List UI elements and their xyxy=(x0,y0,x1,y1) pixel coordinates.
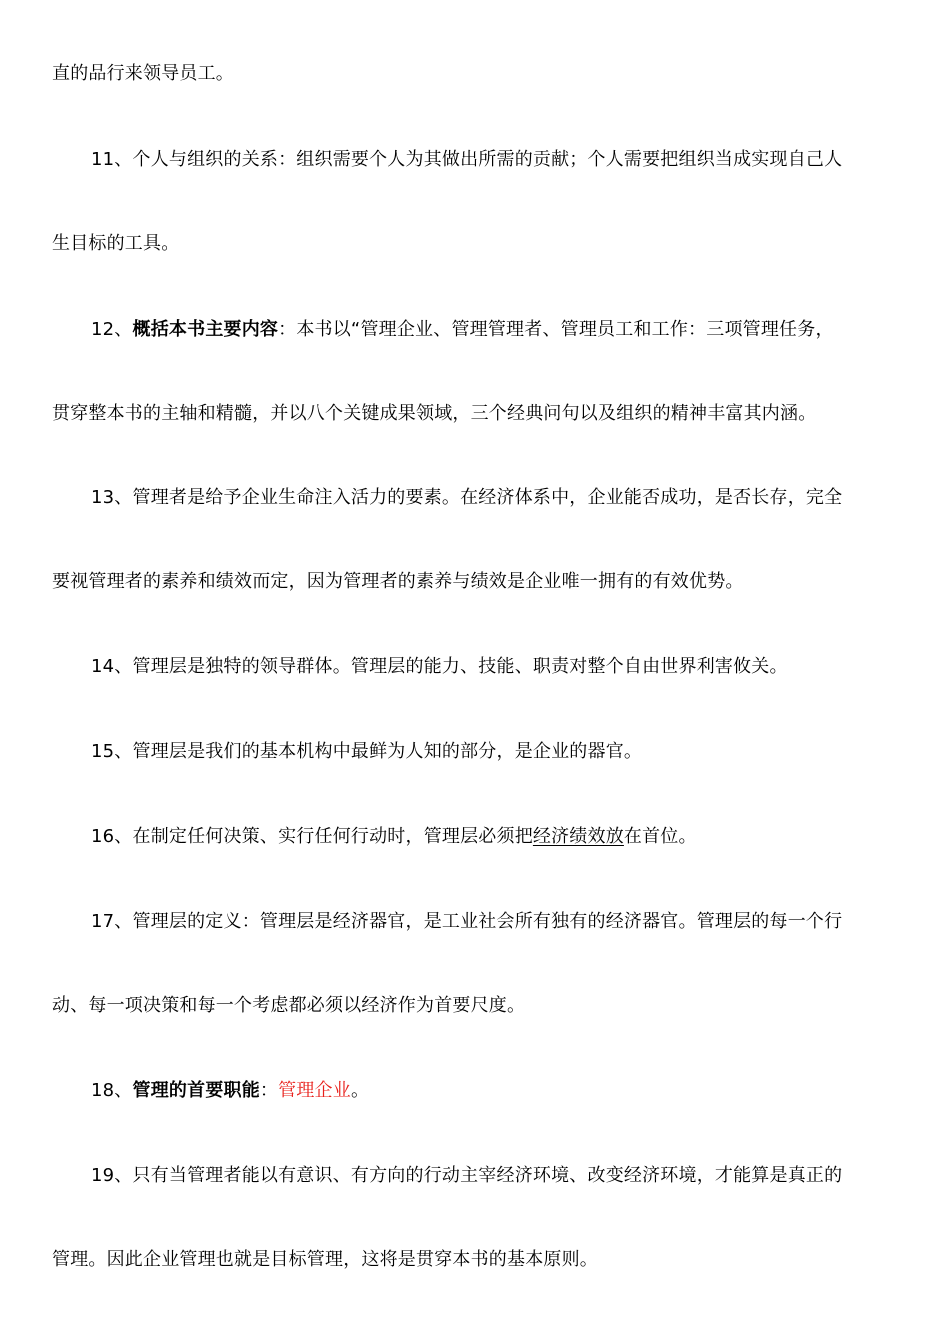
paragraph-16 xyxy=(91,825,902,849)
paragraph-17-line-1: 17、管理层的定义：管理层是经济器官，是工业社会所有独有的经济器官。管理层的每一个行 xyxy=(91,911,843,932)
paragraph-12-heading: 概括本书主要内容 xyxy=(132,319,279,340)
paragraph-12-line-2: 贯穿整本书的主轴和精髓，并以八个关键成果领域，三个经典问句以及组织的精神丰富其内涵。 xyxy=(52,403,817,424)
paragraph-11-line-2: 生目标的工具。 xyxy=(52,233,180,254)
paragraph-16-underlined: 经济绩效放 xyxy=(532,826,624,847)
paragraph-15: 15、管理层是我们的基本机构中最鲜为人知的部分，是企业的器官。 xyxy=(91,741,643,762)
paragraph-19-line-1: 19、只有当管理者能以有意识、有方向的行动主宰经济环境、改变经济环境，才能算是真正的 xyxy=(91,1165,843,1186)
paragraph-12-text: ：本书以“管理企业、管理管理者、管理员工和工作：三项管理任务， xyxy=(278,319,834,340)
paragraph-13-line-1: 13、管理者是给予企业生命注入活力的要素。在经济体系中，企业能否成功，是否长存，完全 xyxy=(91,487,843,508)
paragraph-16-after: 在首位。 xyxy=(623,826,697,847)
paragraph-18-number: 18、 xyxy=(91,1080,133,1101)
paragraph-18-highlight: 管理企业 xyxy=(278,1080,351,1101)
paragraph-18 xyxy=(91,1079,902,1103)
paragraph-17-line-2: 动、每一项决策和每一个考虑都必须以经济作为首要尺度。 xyxy=(52,995,526,1016)
paragraph-18-colon: ： xyxy=(259,1080,279,1101)
paragraph-12-line-1 xyxy=(91,318,902,342)
paragraph-16-before: 16、在制定任何决策、实行任何行动时，管理层必须把 xyxy=(91,826,533,847)
paragraph-12-number: 12、 xyxy=(91,319,133,340)
paragraph-19-line-2: 管理。因此企业管理也就是目标管理，这将是贯穿本书的基本原则。 xyxy=(52,1249,598,1270)
paragraph-18-heading: 管理的首要职能 xyxy=(132,1080,260,1101)
paragraph-18-end: 。 xyxy=(350,1080,370,1101)
paragraph-13-line-2: 要视管理者的素养和绩效而定，因为管理者的素养与绩效是企业唯一拥有的有效优势。 xyxy=(52,571,744,592)
paragraph-14: 14、管理层是独特的领导群体。管理层的能力、技能、职责对整个自由世界利害攸关。 xyxy=(91,656,788,677)
paragraph-10-tail: 直的品行来领导员工。 xyxy=(52,63,234,84)
paragraph-11-line-1: 11、个人与组织的关系：组织需要个人为其做出所需的贡献；个人需要把组织当成实现自己人 xyxy=(91,149,843,170)
